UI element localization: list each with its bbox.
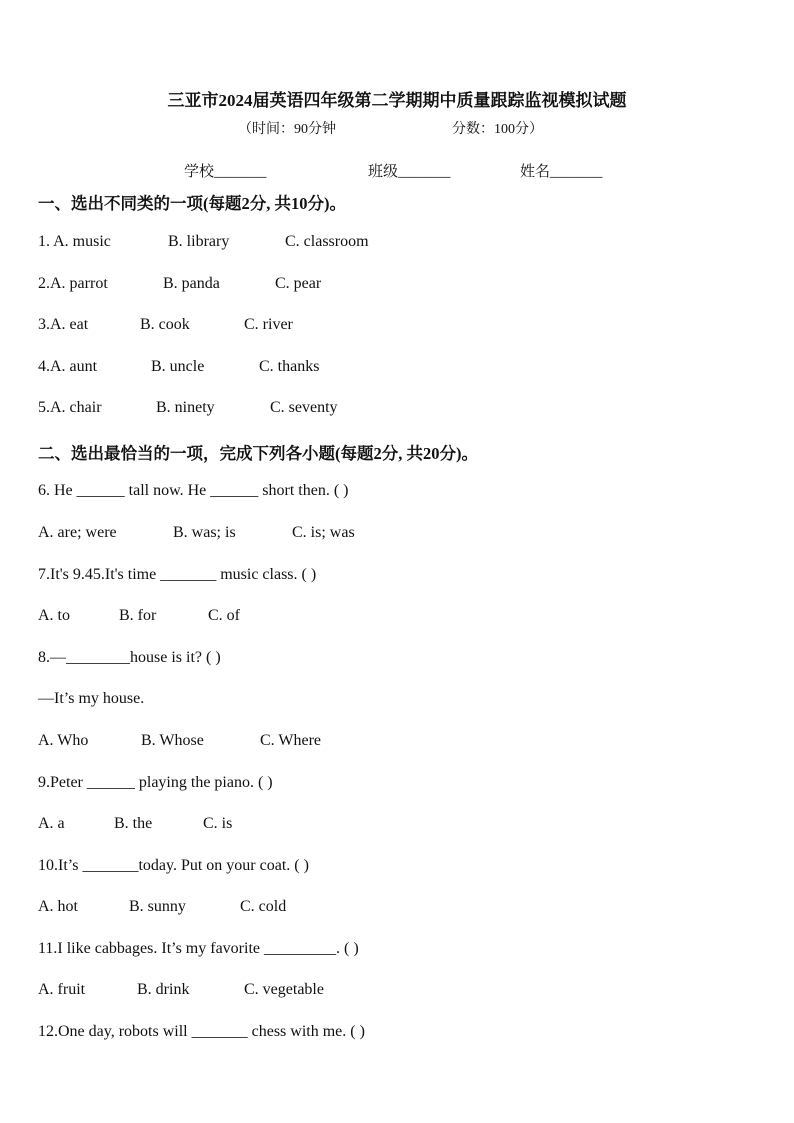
- q2-option-b: B. panda: [163, 275, 220, 292]
- question-10-stem: 10.It’s _______today. Put on your coat. ( ): [38, 857, 309, 874]
- school-field: 学校_______: [184, 164, 267, 180]
- q11-option-c: C. vegetable: [244, 981, 324, 998]
- exam-time: （时间：90分钟: [238, 122, 336, 137]
- q10-option-b: B. sunny: [129, 898, 186, 915]
- q5-option-a: 5.A. chair: [38, 399, 102, 416]
- name-field: 姓名_______: [520, 164, 603, 180]
- q1-option-b: B. library: [168, 233, 230, 250]
- question-1: [38, 233, 758, 253]
- q11-option-a: A. fruit: [38, 981, 86, 998]
- q3-option-c: C. river: [244, 316, 293, 333]
- q4-option-a: 4.A. aunt: [38, 358, 98, 375]
- q10-option-a: A. hot: [38, 898, 78, 915]
- section1-heading: 一、选出不同类的一项(每题2分, 共10分)。: [38, 194, 346, 213]
- question-8-answer: —It’s my house.: [38, 690, 145, 707]
- question-7-options: [38, 607, 758, 627]
- q4-option-c: C. thanks: [259, 358, 320, 375]
- q10-option-c: C. cold: [240, 898, 287, 915]
- q5-option-b: B. ninety: [156, 399, 215, 416]
- question-10-options: [38, 898, 758, 918]
- question-12-stem: 12.One day, robots will _______ chess with me. ( ): [38, 1023, 365, 1040]
- exam-title: 三亚市2024届英语四年级第二学期期中质量跟踪监视模拟试题: [167, 91, 627, 110]
- question-7-stem: 7.It's 9.45.It's time _______ music class. ( ): [38, 566, 317, 583]
- q1-option-a: 1. A. music: [38, 233, 111, 250]
- exam-score: 分数：100分）: [452, 122, 543, 137]
- q8-option-c: C. Where: [260, 732, 322, 749]
- question-4: [38, 358, 758, 378]
- question-6-stem: 6. He ______ tall now. He ______ short then. ( ): [38, 482, 349, 499]
- q9-option-b: B. the: [114, 815, 153, 832]
- question-3: [38, 316, 758, 336]
- q6-option-b: B. was; is: [173, 524, 236, 541]
- q4-option-b: B. uncle: [151, 358, 205, 375]
- section2-heading: 二、选出最恰当的一项，完成下列各小题(每题2分, 共20分)。: [38, 444, 478, 463]
- q6-option-c: C. is; was: [292, 524, 355, 541]
- question-9-options: [38, 815, 758, 835]
- q8-option-a: A. Who: [38, 732, 89, 749]
- question-2: [38, 275, 758, 295]
- q7-option-c: C. of: [208, 607, 240, 624]
- question-5: [38, 399, 758, 419]
- class-field: 班级_______: [368, 164, 451, 180]
- question-8-stem: 8.—________house is it? ( ): [38, 649, 221, 666]
- q9-option-a: A. a: [38, 815, 65, 832]
- q2-option-a: 2.A. parrot: [38, 275, 108, 292]
- question-6-options: [38, 524, 758, 544]
- q8-option-b: B. Whose: [141, 732, 204, 749]
- q9-option-c: C. is: [203, 815, 233, 832]
- q11-option-b: B. drink: [137, 981, 190, 998]
- q7-option-a: A. to: [38, 607, 70, 624]
- q7-option-b: B. for: [119, 607, 157, 624]
- question-11-options: [38, 981, 758, 1001]
- q5-option-c: C. seventy: [270, 399, 338, 416]
- q3-option-a: 3.A. eat: [38, 316, 89, 333]
- question-9-stem: 9.Peter ______ playing the piano. ( ): [38, 774, 273, 791]
- q2-option-c: C. pear: [275, 275, 322, 292]
- question-8-options: [38, 732, 758, 752]
- q6-option-a: A. are; were: [38, 524, 117, 541]
- q3-option-b: B. cook: [140, 316, 190, 333]
- question-11-stem: 11.I like cabbages. It’s my favorite _________. ( ): [38, 940, 359, 957]
- q1-option-c: C. classroom: [285, 233, 369, 250]
